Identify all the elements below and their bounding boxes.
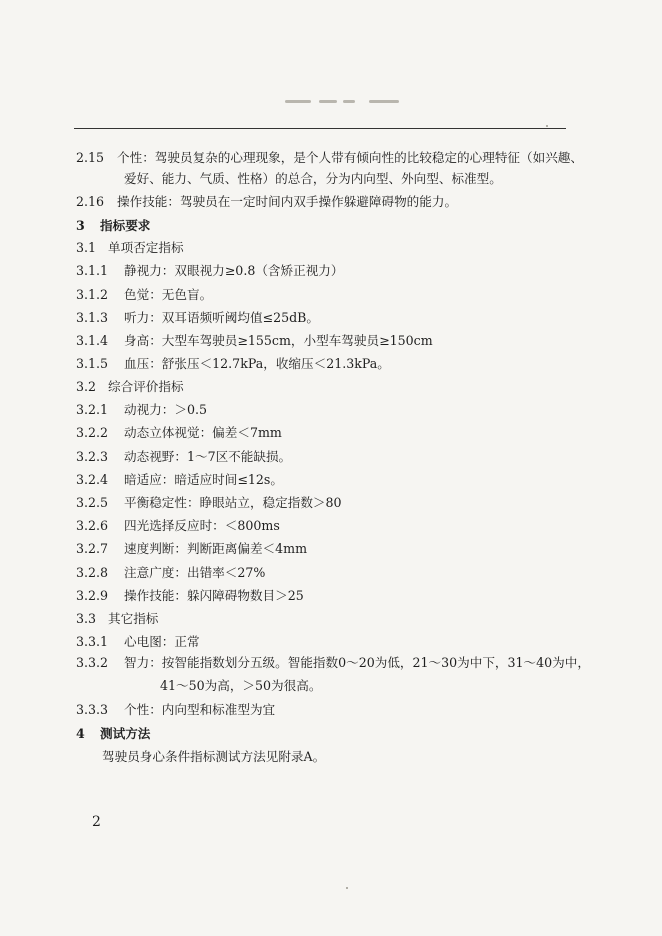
clause-text: 注意广度：出错率＜27% <box>124 565 266 580</box>
clause-number: 2.16 <box>76 194 105 209</box>
clause-text: 驾驶员身心条件指标测试方法见附录A。 <box>102 749 326 764</box>
clause-number: 3.1.4 <box>76 333 109 348</box>
clause-text: 四光选择反应时：＜800ms <box>124 518 280 533</box>
clause-text: 动态视野：1～7区不能缺损。 <box>124 449 292 464</box>
clause-text: 指标要求 <box>100 218 151 233</box>
clause-number: 3.2.4 <box>76 472 109 487</box>
clause-number: 3.2.6 <box>76 518 109 533</box>
clause-text: 身高：大型车驾驶员≥155cm，小型车驾驶员≥150cm <box>124 333 433 348</box>
clause-number: 2.15 <box>76 150 105 165</box>
clause-number: 3.3.3 <box>76 702 109 717</box>
clause-number: 3.1.3 <box>76 310 109 325</box>
clause-text: 听力：双耳语频听阈均值≤25dB。 <box>124 310 320 325</box>
clause-number: 4 <box>76 726 85 741</box>
clause-text: 其它指标 <box>108 611 159 626</box>
clause-number: 3.1.2 <box>76 287 109 302</box>
clause-text: 41～50为高，＞50为很高。 <box>160 678 322 693</box>
clause-number: 3.2 <box>76 379 97 394</box>
clause-number: 3.3 <box>76 611 97 626</box>
clause-text: 血压：舒张压＜12.7kPa，收缩压＜21.3kPa。 <box>124 356 390 371</box>
clause-text: 智力：按智能指数划分五级。智能指数0～20为低，21～30为中下，31～40为中， <box>124 655 590 670</box>
clause-text: 速度判断：判断距离偏差＜4mm <box>124 541 308 556</box>
clause-text: 色觉：无色盲。 <box>124 287 213 302</box>
header-rule <box>74 128 566 129</box>
clause-number: 3.3.1 <box>76 634 109 649</box>
clause-number: 3.2.7 <box>76 541 109 556</box>
clause-text: 操作技能：驾驶员在一定时间内双手操作躲避障碍物的能力。 <box>117 194 458 209</box>
clause-text: 爱好、能力、气质、性格）的总合，分为内向型、外向型、标准型。 <box>124 171 502 186</box>
clause-number: 3 <box>76 218 85 233</box>
clause-number: 3.1.1 <box>76 263 109 278</box>
clause-text: 心电图：正常 <box>124 634 200 649</box>
clause-text: 操作技能：躲闪障碍物数目＞25 <box>124 588 304 603</box>
clause-number: 3.2.5 <box>76 495 109 510</box>
clause-text: 暗适应：暗适应时间≤12s。 <box>124 472 283 487</box>
scan-speck <box>346 887 348 889</box>
clause-text: 测试方法 <box>100 726 151 741</box>
clause-text: 个性：驾驶员复杂的心理现象，是个人带有倾向性的比较稳定的心理特征（如兴趣、 <box>117 150 583 165</box>
clause-text: 动态立体视觉：偏差＜7mm <box>124 425 282 440</box>
clause-number: 3.2.8 <box>76 565 109 580</box>
clause-number: 3.2.2 <box>76 425 109 440</box>
faded-header-mark <box>285 94 405 108</box>
clause-number: 3.2.1 <box>76 402 109 417</box>
page-number: 2 <box>92 814 101 830</box>
clause-text: 平衡稳定性：睁眼站立，稳定指数＞80 <box>124 495 342 510</box>
clause-number: 3.2.3 <box>76 449 109 464</box>
clause-number: 3.1 <box>76 240 97 255</box>
clause-text: 静视力：双眼视力≥0.8（含矫正视力） <box>124 263 344 278</box>
clause-number: 3.1.5 <box>76 356 109 371</box>
clause-number: 3.2.9 <box>76 588 109 603</box>
clause-text: 动视力：＞0.5 <box>124 402 207 417</box>
clause-text: 综合评价指标 <box>108 379 184 394</box>
clause-text: 单项否定指标 <box>108 240 184 255</box>
clause-text: 个性：内向型和标准型为宜 <box>124 702 276 717</box>
scan-speck <box>546 125 548 127</box>
clause-number: 3.3.2 <box>76 655 109 670</box>
